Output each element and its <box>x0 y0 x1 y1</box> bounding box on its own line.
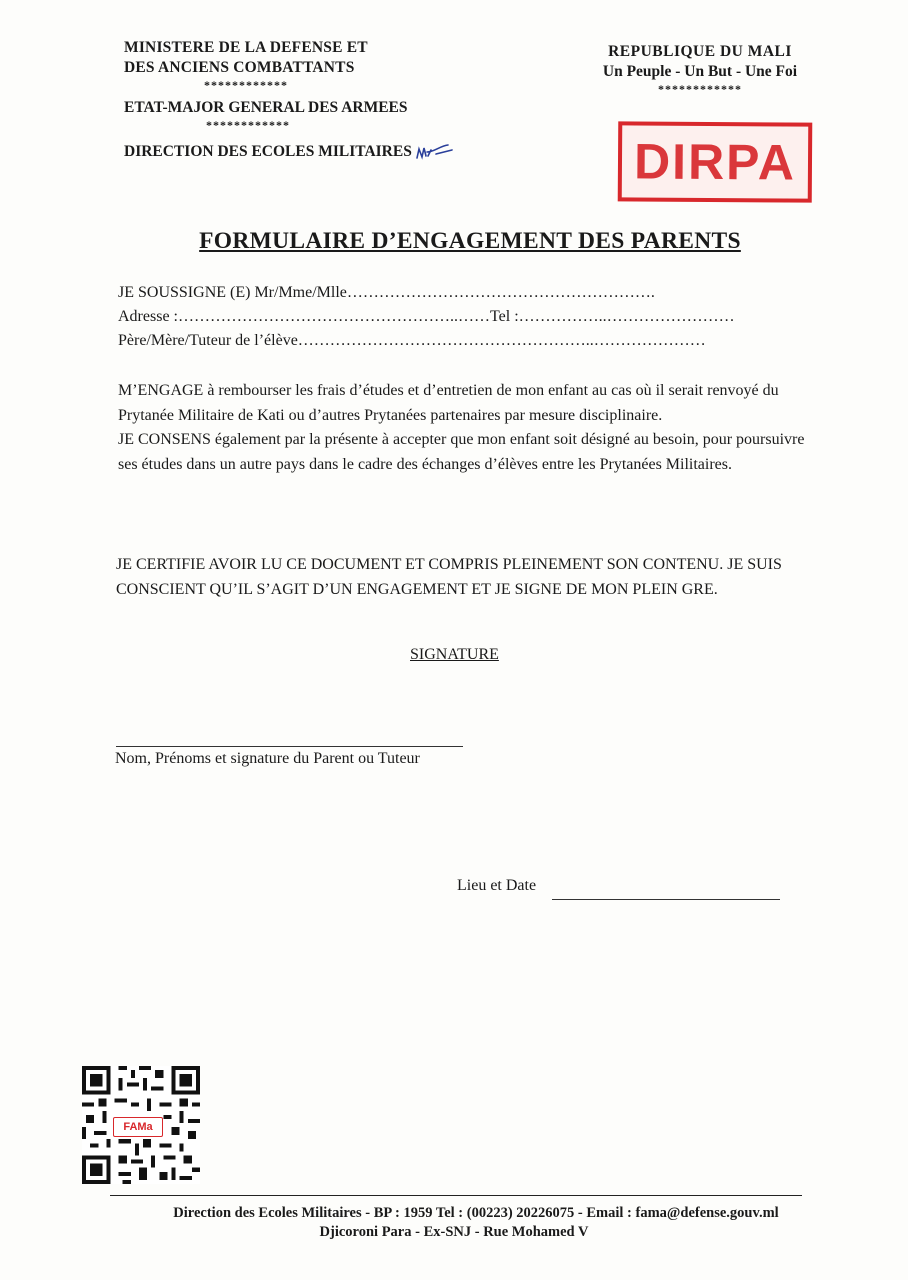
footer-address: Djicoroni Para - Ex-SNJ - Rue Mohamed V <box>319 1224 589 1240</box>
consent-paragraph: JE CONSENS également par la présente à accepter que mon enfant soit désigné au besoin, pour poursuivre ses études dans un autre pays dans le cadre des échanges d’élèves entre les Prytanées Militaires. <box>118 431 805 473</box>
engage-paragraph: M’ENGAGE à rembourser les frais d’études et d’entretien de mon enfant au cas où il serait renvoyé du Prytanée Militaire de Kati ou d’autres Prytanées partenaires par mesure disciplinaire. <box>118 382 779 424</box>
stars-separator: ************ <box>658 82 742 96</box>
ministry-line-2: DES ANCIENS COMBATTANTS <box>124 59 355 76</box>
footer-contact: Direction des Ecoles Militaires - BP : 1959 Tel : (00223) 20226075 - Email : fama@defense.gouv.ml <box>173 1205 779 1221</box>
identity-fields <box>118 281 735 353</box>
national-motto: Un Peuple - Un But - Une Foi <box>602 63 798 80</box>
soussigne-field[interactable]: JE SOUSSIGNE (E) Mr/Mme/Mlle…………………………………………………. <box>118 284 655 301</box>
stars-separator: ************ <box>204 78 288 92</box>
form-title: FORMULAIRE D’ENGAGEMENT DES PARENTS <box>199 228 741 254</box>
fama-badge: FAMa <box>113 1117 163 1137</box>
stamp-text: DIRPA <box>633 133 797 191</box>
certification-paragraph: JE CERTIFIE AVOIR LU CE DOCUMENT ET COMPRIS PLEINEMENT SON CONTENU. JE SUIS CONSCIENT QU’IL S’AGIT D’UN ENGAGEMENT ET JE SIGNE DE MON PLEIN GRE. <box>116 556 782 598</box>
handwritten-initials-icon <box>414 140 454 162</box>
ministry-header <box>124 38 504 162</box>
parent-of-student-field[interactable]: Père/Mère/Tuteur de l’élève………………………………………………..………………… <box>118 332 706 349</box>
place-date-label: Lieu et Date <box>457 877 537 894</box>
signature-caption: Nom, Prénoms et signature du Parent ou Tuteur <box>115 750 420 767</box>
signature-line[interactable] <box>116 746 463 747</box>
republic-header <box>580 42 820 96</box>
direction-text: DIRECTION DES ECOLES MILITAIRES <box>124 143 412 160</box>
place-date-line[interactable] <box>552 899 780 900</box>
address-tel-field[interactable]: Adresse :……………………………………………..……Tel :……………..…………………… <box>118 308 735 325</box>
footer-divider <box>110 1195 802 1196</box>
stars-separator: ************ <box>206 118 290 132</box>
general-staff-line: ETAT-MAJOR GENERAL DES ARMEES <box>124 99 408 116</box>
dirpa-stamp <box>618 121 813 202</box>
signature-heading: SIGNATURE <box>410 646 499 663</box>
direction-line <box>124 140 504 162</box>
commitment-section <box>118 379 808 477</box>
republic-name: REPUBLIQUE DU MALI <box>608 43 792 60</box>
ministry-line-1: MINISTERE DE LA DEFENSE ET <box>124 39 368 56</box>
